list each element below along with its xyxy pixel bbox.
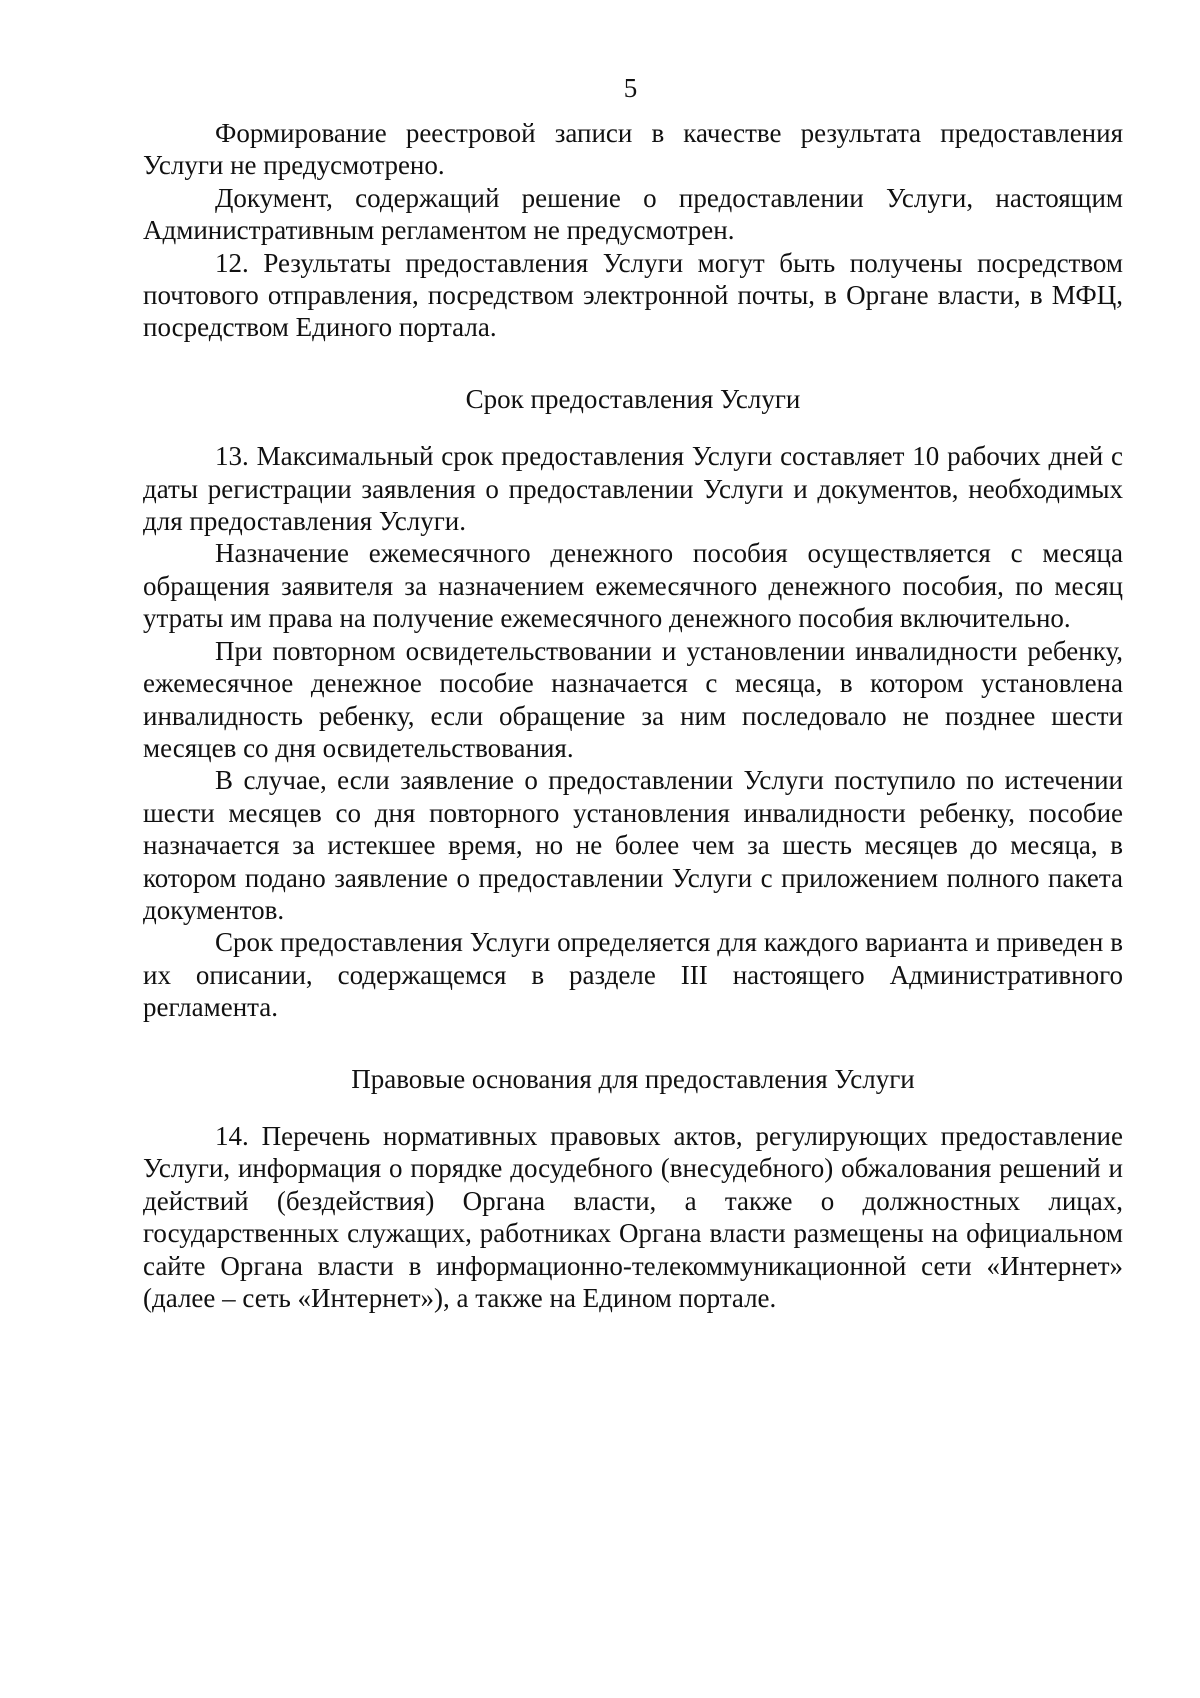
spacer — [143, 1024, 1123, 1063]
paragraph-registry-record: Формирование реестровой записи в качестве результата предоставления Услуги не предусмотрено. — [143, 118, 1123, 181]
paragraph-decision-document: Документ, содержащий решение о предоставлении Услуги, настоящим Административным регламентом не предусмотрен. — [143, 182, 1123, 246]
document-body — [143, 117, 1123, 1314]
paragraph-term-per-variant: Срок предоставления Услуги определяется для каждого варианта и приведен в их описании, содержащемся в разделе III настоящего Административного регламента. — [143, 927, 1123, 1023]
paragraph-max-term: 13. Максимальный срок предоставления Услуги составляет 10 рабочих дней с даты регистрации заявления о предоставлении Услуги и документов, необходимых для предоставления Услуги. — [143, 441, 1123, 537]
page-number: 5 — [623, 73, 638, 103]
section-heading-legal: Правовые основания для предоставления Услуги — [351, 1063, 915, 1094]
spacer — [143, 1095, 1123, 1120]
paragraph-reexamination: При повторном освидетельствовании и установлении инвалидности ребенку, ежемесячное денежное пособие назначается с месяца, в котором установлена инвалидность ребенку, если обращение за ним последовало не позднее шести месяцев со дня освидетельствования. — [143, 635, 1123, 763]
spacer — [143, 344, 1123, 383]
spacer — [143, 415, 1123, 440]
paragraph-allowance-assignment: Назначение ежемесячного денежного пособия осуществляется с месяца обращения заявителя за назначением ежемесячного денежного пособия, по месяц утраты им права на получение ежемесячного денежного пособия включительно. — [143, 538, 1123, 634]
section-heading-term: Срок предоставления Услуги — [465, 383, 801, 414]
paragraph-legal-acts: 14. Перечень нормативных правовых актов, регулирующих предоставление Услуги, информация о порядке досудебного (внесудебного) обжалования решений и действий (бездействия) Органа власти, а также о должностных лицах, государственных служащих, работниках Органа власти размещены на официальном сайте Органа власти в информационно-телекоммуникационной сети «Интернет» (далее – сеть «Интернет»), а также на Едином портале. — [143, 1120, 1123, 1313]
paragraph-result-delivery: 12. Результаты предоставления Услуги могут быть получены посредством почтового отправления, посредством электронной почты, в Органе власти, в МФЦ, посредством Единого портала. — [143, 247, 1123, 343]
paragraph-late-application: В случае, если заявление о предоставлении Услуги поступило по истечении шести месяцев со дня повторного установления инвалидности ребенку, пособие назначается за истекшее время, но не более чем за шесть месяцев до месяца, в котором подано заявление о предоставлении Услуги с приложением полного пакета документов. — [143, 765, 1123, 925]
